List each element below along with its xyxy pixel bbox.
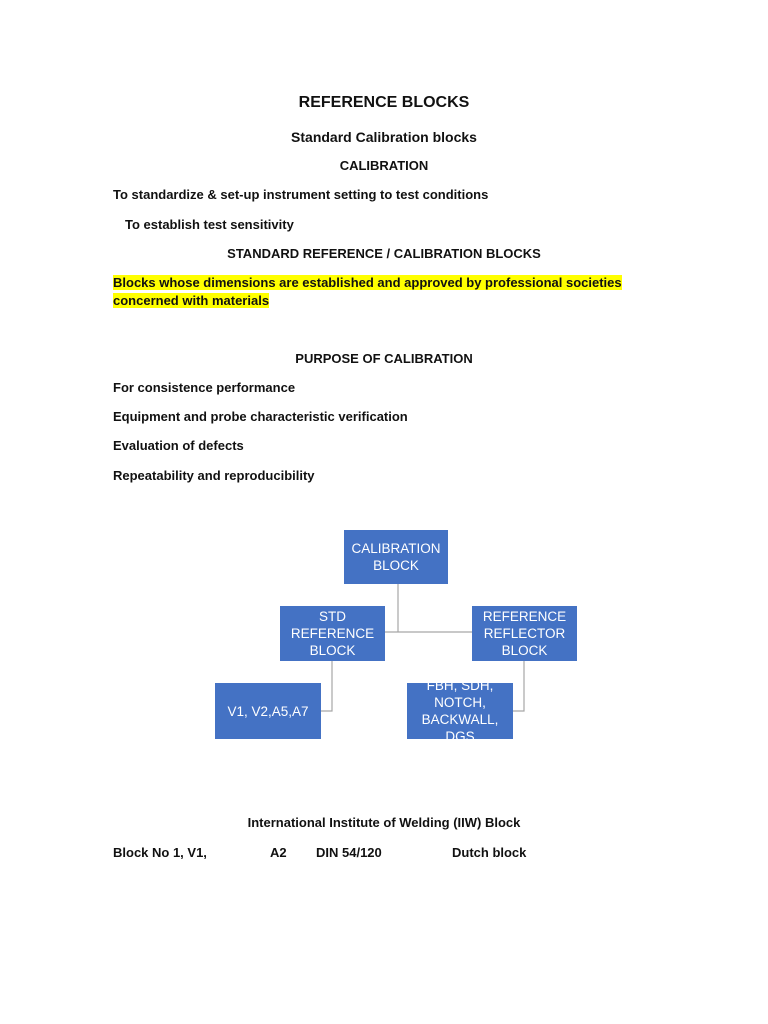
purpose-item: Equipment and probe characteristic verification [113,409,408,424]
connector-line [321,661,332,711]
purpose-item: For consistence performance [113,380,296,395]
purpose-item: Evaluation of defects [113,438,244,453]
calibration-heading: CALIBRATION [339,158,429,173]
subtitle: Standard Calibration blocks [291,129,477,145]
block-row-item: DIN 54/120 [316,845,382,860]
std-reference-block-node: STD REFERENCE BLOCK [280,606,385,661]
reference-reflector-block-node: REFERENCE REFLECTOR BLOCK [472,606,577,661]
std-ref-heading: STANDARD REFERENCE / CALIBRATION BLOCKS [227,246,541,261]
purpose-heading: PURPOSE OF CALIBRATION [295,351,473,366]
standardize-line: To standardize & set-up instrument setting to test conditions [113,187,489,202]
page-title: REFERENCE BLOCKS [298,94,470,111]
block-row-item: Block No 1, V1, [113,845,207,860]
block-row-item: A2 [270,845,287,860]
calibration-block-node: CALIBRATION BLOCK [344,530,448,584]
reflector-types-node: FBH, SDH, NOTCH, BACKWALL, DGS [407,683,513,739]
highlighted-definition [113,274,673,310]
connector-line [513,661,524,711]
sensitivity-line: To establish test sensitivity [125,217,294,232]
purpose-item: Repeatability and reproducibility [113,468,315,483]
highlighted-text: Blocks whose dimensions are established and approved by professional societies concerned with materials [113,275,622,308]
block-row-item: Dutch block [452,845,527,860]
iiw-heading: International Institute of Welding (IIW) Block [247,815,521,830]
v-blocks-node: V1, V2,A5,A7 [215,683,321,739]
